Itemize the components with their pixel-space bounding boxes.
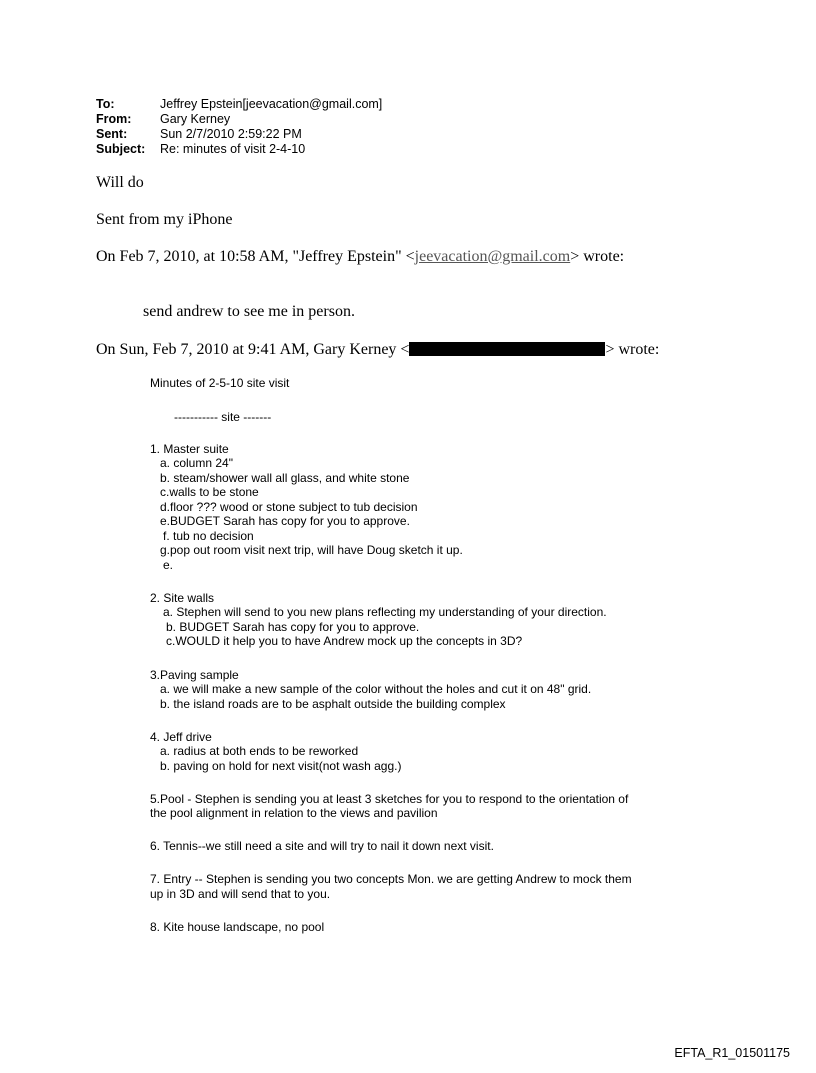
from-value: Gary Kerney <box>160 112 231 126</box>
minutes-line: b. the island roads are to be asphalt outside the building complex <box>160 697 506 711</box>
from-label: From: <box>96 112 132 126</box>
minutes-line: e.BUDGET Sarah has copy for you to approve. <box>160 514 410 528</box>
sent-label: Sent: <box>96 127 128 141</box>
minutes-line: c.WOULD it help you to have Andrew mock up the concepts in 3D? <box>166 634 523 648</box>
quote1-email-link[interactable]: jeevacation@gmail.com <box>414 248 571 265</box>
quote2-attribution <box>96 341 659 359</box>
minutes-line: up in 3D and will send that to you. <box>150 887 331 901</box>
redaction-block <box>409 342 605 356</box>
quote2-suffix: > wrote: <box>605 341 660 358</box>
minutes-line: e. <box>163 558 174 572</box>
minutes-line: the pool alignment in relation to the views and pavilion <box>150 806 438 820</box>
minutes-line: a. radius at both ends to be reworked <box>160 744 359 758</box>
minutes-line: a. Stephen will send to you new plans reflecting my understanding of your direction. <box>163 605 607 619</box>
to-label: To: <box>96 97 115 111</box>
quote1-prefix: On Feb 7, 2010, at 10:58 AM, "Jeffrey Epstein" < <box>96 248 415 265</box>
minutes-line: 1. Master suite <box>150 442 229 456</box>
minutes-line: 4. Jeff drive <box>150 730 212 744</box>
minutes-line: 6. Tennis--we still need a site and will try to nail it down next visit. <box>150 839 494 853</box>
minutes-line: a. column 24" <box>160 456 233 470</box>
site-heading: ----------- site ------- <box>174 410 272 424</box>
reply-line: Will do <box>96 174 144 191</box>
quote2-prefix: On Sun, Feb 7, 2010 at 9:41 AM, Gary Kerney < <box>96 341 410 358</box>
reply-signature: Sent from my iPhone <box>96 211 233 228</box>
minutes-line: 8. Kite house landscape, no pool <box>150 920 325 934</box>
to-value: Jeffrey Epstein[jeevacation@gmail.com] <box>160 97 383 111</box>
minutes-line: b. paving on hold for next visit(not wash agg.) <box>160 759 402 773</box>
minutes-line: 3.Paving sample <box>150 668 239 682</box>
quote1-body: send andrew to see me in person. <box>143 303 355 320</box>
minutes-line: g.pop out room visit next trip, will have Doug sketch it up. <box>160 543 463 557</box>
minutes-line: b. steam/shower wall all glass, and white stone <box>160 471 410 485</box>
subject-value: Re: minutes of visit 2-4-10 <box>160 142 306 156</box>
minutes-line: 2. Site walls <box>150 591 215 605</box>
minutes-line: d.floor ??? wood or stone subject to tub decision <box>160 500 418 514</box>
minutes-line: f. tub no decision <box>163 529 254 543</box>
quote1-suffix: > wrote: <box>570 248 625 265</box>
subject-label: Subject: <box>96 142 146 156</box>
bates-number: EFTA_R1_01501175 <box>674 1046 790 1060</box>
minutes-line: b. BUDGET Sarah has copy for you to approve. <box>166 620 420 634</box>
minutes-line: c.walls to be stone <box>160 485 259 499</box>
sent-value: Sun 2/7/2010 2:59:22 PM <box>160 127 302 141</box>
minutes-line: 5.Pool - Stephen is sending you at least 3 sketches for you to respond to the orientation of <box>150 792 629 806</box>
minutes-title: Minutes of 2-5-10 site visit <box>150 376 290 390</box>
minutes-line: a. we will make a new sample of the color without the holes and cut it on 48" grid. <box>160 682 592 696</box>
minutes-line: 7. Entry -- Stephen is sending you two concepts Mon. we are getting Andrew to mock them <box>150 872 632 886</box>
quote1-attribution <box>96 248 624 266</box>
